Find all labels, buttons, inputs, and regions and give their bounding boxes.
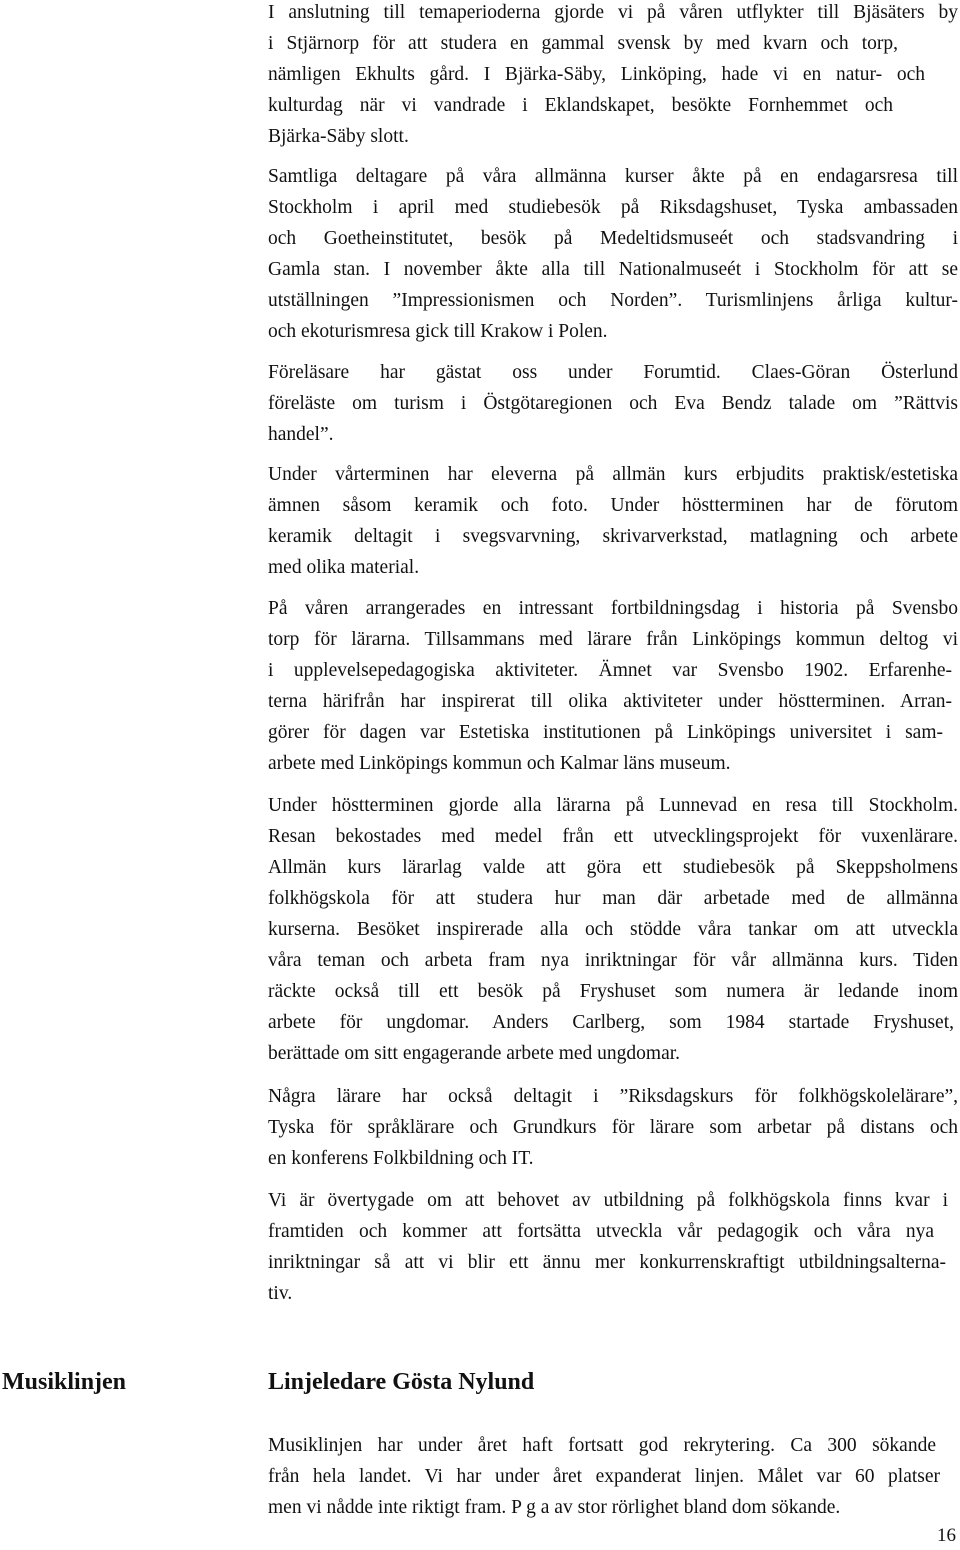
text-line: Under höstterminen gjorde alla lärarna på Lunnevad en resa till Stockholm. <box>268 795 958 816</box>
text-line: Allmän kurs lärarlag valde att göra ett studiebesök på Skeppsholmens <box>268 857 958 878</box>
text-line: räckte också till ett besök på Fryshuset som numera är ledande inom <box>268 981 958 1002</box>
text-line: en konferens Folkbildning och IT. <box>268 1148 534 1169</box>
text-line: Samtliga deltagare på våra allmänna kurser åkte på en endagarsresa till <box>268 166 958 187</box>
text-line: från hela landet. Vi har under året expanderat linjen. Målet var 60 platser <box>268 1466 940 1487</box>
text-line: Gamla stan. I november åkte alla till Nationalmuseét i Stockholm för att se <box>268 259 958 280</box>
text-line: i Stjärnorp för att studera en gammal svensk by med kvarn och torp, <box>268 33 898 54</box>
text-line: Föreläsare har gästat oss under Forumtid. Claes-Göran Österlund <box>268 362 958 383</box>
text-line: Tyska för språklärare och Grundkurs för lärare som arbetar på distans och <box>268 1117 958 1138</box>
text-line: framtiden och kommer att fortsätta utveckla vår pedagogik och våra nya <box>268 1221 934 1242</box>
text-line: handel”. <box>268 424 334 445</box>
text-line: folkhögskola för att studera hur man där arbetade med de allmänna <box>268 888 958 909</box>
text-line: kurserna. Besöket inspirerade alla och stödde våra tankar om att utveckla <box>268 919 958 940</box>
paragraph-courses <box>268 1081 958 1174</box>
text-line: Under vårterminen har eleverna på allmän kurs erbjudits praktisk/estetiska <box>268 464 958 485</box>
text-line: Några lärare har också deltagit i ”Riksdagskurs för folkhögskolelärare”, <box>268 1086 958 1107</box>
text-line: görer för dagen var Estetiska institutionen på Linköpings universitet i sam- <box>268 722 943 743</box>
paragraph-training-day <box>268 593 958 779</box>
paragraph-conclusion <box>268 1185 958 1309</box>
text-line: Bjärka-Säby slott. <box>268 126 409 147</box>
text-line: men vi nådde inte riktigt fram. P g a av stor rörlighet bland dom sökande. <box>268 1497 841 1518</box>
text-line: keramik deltagit i svegsvarvning, skrivarverkstad, matlagning och arbete <box>268 526 958 547</box>
section-heading: Linjeledare Gösta Nylund <box>268 1369 535 1395</box>
text-line: torp för lärarna. Tillsammans med lärare från Linköpings kommun deltog vi <box>268 629 958 650</box>
paragraph-practical-subjects <box>268 459 958 583</box>
text-line: Musiklinjen har under året haft fortsatt god rekrytering. Ca 300 sökande <box>268 1435 936 1456</box>
text-line: och Goetheinstitutet, besök på Medeltidsmuseét och stadsvandring i <box>268 228 958 249</box>
text-line: nämligen Ekhults gård. I Bjärka-Säby, Linköping, hade vi en natur- och <box>268 64 925 85</box>
paragraph-day-trip <box>268 161 958 347</box>
paragraph-music-line <box>268 1430 958 1523</box>
paragraph-stockholm-trip <box>268 790 958 1069</box>
text-line: terna härifrån har inspirerat till olika aktiviteter under höstterminen. Arran- <box>268 691 952 712</box>
text-line: ämnen såsom keramik och foto. Under höstterminen har de förutom <box>268 495 958 516</box>
text-line: och ekoturismresa gick till Krakow i Polen. <box>268 321 608 342</box>
paragraph-excursions <box>268 0 958 152</box>
text-line: Vi är övertygade om att behovet av utbildning på folkhögskola finns kvar i <box>268 1190 948 1211</box>
section-title: Musiklinjen <box>2 1369 127 1395</box>
text-line: På våren arrangerades en intressant fortbildningsdag i historia på Svensbo <box>268 598 958 619</box>
text-line: tiv. <box>268 1283 293 1304</box>
text-line: arbete med Linköpings kommun och Kalmar läns museum. <box>268 753 731 774</box>
text-line: berättade om sitt engagerande arbete med ungdomar. <box>268 1043 681 1064</box>
text-line: I anslutning till temaperioderna gjorde vi på våren utflykter till Bjäsäters by <box>268 2 958 23</box>
text-line: Resan bekostades med medel från ett utvecklingsprojekt för vuxenlärare. <box>268 826 958 847</box>
text-line: utställningen ”Impressionismen och Norden”. Turismlinjens årliga kultur- <box>268 290 958 311</box>
page-number: 16 <box>937 1525 956 1546</box>
text-line: arbete för ungdomar. Anders Carlberg, som 1984 startade Fryshuset, <box>268 1012 954 1033</box>
text-line: Stockholm i april med studiebesök på Riksdagshuset, Tyska ambassaden <box>268 197 958 218</box>
text-line: föreläste om turism i Östgötaregionen och Eva Bendz talade om ”Rättvis <box>268 393 958 414</box>
text-line: med olika material. <box>268 557 420 578</box>
paragraph-lecturers <box>268 357 958 450</box>
text-line: inriktningar så att vi blir ett ännu mer konkurrenskraftigt utbildningsalterna- <box>268 1252 946 1273</box>
text-line: i upplevelsepedagogiska aktiviteter. Ämnet var Svensbo 1902. Erfarenhe- <box>268 660 952 681</box>
text-line: kulturdag när vi vandrade i Eklandskapet, besökte Fornhemmet och <box>268 95 893 116</box>
text-line: våra teman och arbeta fram nya inriktningar för vår allmänna kurs. Tiden <box>268 950 958 971</box>
